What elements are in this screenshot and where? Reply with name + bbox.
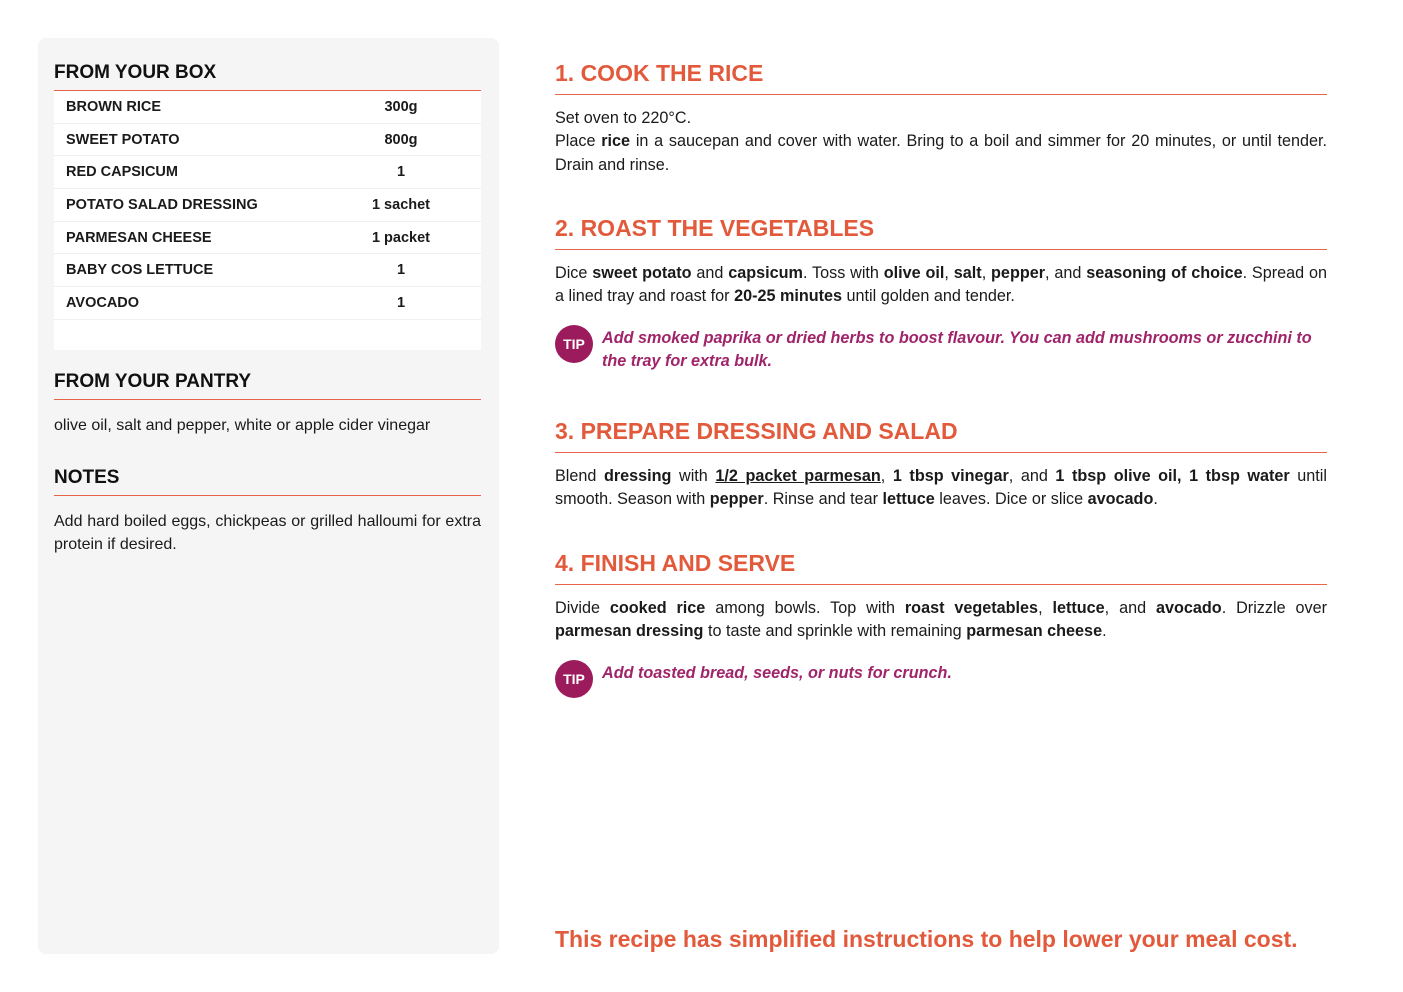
ingredient-row xyxy=(54,123,481,156)
ingredient-quantity: 1 xyxy=(321,156,481,189)
step-1-line-1: Set oven to 220°C. xyxy=(555,109,692,127)
ingredient-name: BROWN RICE xyxy=(54,91,321,123)
ingredient-name: SWEET POTATO xyxy=(54,123,321,156)
notes-heading: NOTES xyxy=(54,467,481,496)
step-4-title: 4. FINISH AND SERVE xyxy=(555,550,1327,585)
bold-text: salt xyxy=(953,264,982,282)
bold-text: 20-25 minutes xyxy=(734,287,843,306)
tip-badge-icon: TIP xyxy=(555,325,593,363)
ingredient-row xyxy=(54,254,481,287)
bold-text: seasoning of choice xyxy=(1086,264,1243,282)
from-your-pantry-heading: FROM YOUR PANTRY xyxy=(54,371,481,400)
step-4-tip xyxy=(555,660,1327,700)
text: . xyxy=(1102,622,1107,641)
ingredient-row xyxy=(54,91,481,123)
ingredient-name: BABY COS LETTUCE xyxy=(54,254,321,287)
ingredient-row xyxy=(54,156,481,189)
step-1-title: 1. COOK THE RICE xyxy=(555,60,1327,95)
step-2-tip-text: Add smoked paprika or dried herbs to boost flavour. You can add mushrooms or zucchini to the tray for extra bulk. xyxy=(602,328,1312,370)
pantry-text: olive oil, salt and pepper, white or apple cider vinegar xyxy=(54,417,431,434)
text: , and xyxy=(1045,264,1087,282)
ingredient-row xyxy=(54,287,481,320)
ingredient-quantity: 800g xyxy=(321,123,481,156)
text: , xyxy=(1038,599,1053,617)
step-4-body xyxy=(555,597,1327,644)
step-4 xyxy=(555,550,1327,700)
text: until smooth. Season with xyxy=(555,467,1327,509)
bold-text: avocado xyxy=(1156,599,1222,617)
text: with xyxy=(671,467,716,485)
step-2 xyxy=(555,215,1327,373)
text: Blend xyxy=(555,467,604,485)
text: . Spread on a lined tray and roast for xyxy=(555,264,1327,306)
from-your-pantry-section xyxy=(54,371,481,437)
step-3-title: 3. PREPARE DRESSING AND SALAD xyxy=(555,418,1327,453)
bold-text: dressing xyxy=(603,467,672,485)
bold-text: olive oil xyxy=(883,264,945,282)
text: among bowls. Top with xyxy=(705,599,905,617)
text: leaves. Dice or slice xyxy=(934,490,1088,509)
footer-note: This recipe has simplified instructions to help lower your meal cost. xyxy=(555,926,1298,952)
ingredient-quantity: 1 xyxy=(321,254,481,287)
step-1-body xyxy=(555,107,1327,177)
bold-text: avocado xyxy=(1087,490,1154,509)
bold-text: lettuce xyxy=(1052,599,1105,617)
bold-text: parmesan cheese xyxy=(966,622,1103,641)
text: until golden and tender. xyxy=(842,287,1015,306)
text: , and xyxy=(1104,599,1157,617)
bold-text: capsicum xyxy=(728,264,803,282)
ingredient-row xyxy=(54,189,481,222)
text: in a saucepan and cover with water. Bring to a boil and simmer for 20 minutes, or until tender. Drain and rinse. xyxy=(555,132,1327,174)
bold-text: cooked rice xyxy=(609,599,706,617)
step-2-body xyxy=(555,262,1327,309)
ingredient-name: PARMESAN CHEESE xyxy=(54,221,321,254)
text: , xyxy=(981,264,992,282)
text: . Toss with xyxy=(802,264,884,282)
step-4-tip-text: Add toasted bread, seeds, or nuts for crunch. xyxy=(602,663,952,682)
step-1 xyxy=(555,60,1327,177)
text: and xyxy=(691,264,729,282)
step-3 xyxy=(555,418,1327,512)
text: . Rinse and tear xyxy=(763,490,883,509)
bold-text: 1 tbsp vinegar xyxy=(892,467,1009,485)
ingredient-rice: rice xyxy=(601,132,631,151)
underlined-text: 1/2 packet parmesan xyxy=(715,467,881,485)
ingredient-quantity: 300g xyxy=(321,91,481,123)
bold-text: pepper xyxy=(709,490,764,509)
ingredient-quantity: 1 sachet xyxy=(321,189,481,222)
bold-text: pepper xyxy=(991,264,1046,282)
ingredients-table xyxy=(54,91,481,320)
bold-text: lettuce xyxy=(882,490,935,509)
from-your-box-section xyxy=(54,62,481,350)
step-3-body xyxy=(555,465,1327,512)
ingredient-quantity: 1 packet xyxy=(321,221,481,254)
bold-text: parmesan dressing xyxy=(555,622,704,641)
text: Place xyxy=(555,132,602,151)
bold-text: sweet potato xyxy=(592,264,692,282)
step-2-tip xyxy=(555,325,1327,374)
ingredients-panel xyxy=(38,38,499,954)
ingredient-row xyxy=(54,221,481,254)
ingredient-name: POTATO SALAD DRESSING xyxy=(54,189,321,222)
text: , xyxy=(880,467,893,485)
ingredient-name: RED CAPSICUM xyxy=(54,156,321,189)
ingredient-name: AVOCADO xyxy=(54,287,321,320)
text: , xyxy=(944,264,954,282)
text: Dice xyxy=(555,264,593,282)
text: to taste and sprinkle with remaining xyxy=(703,622,967,641)
ingredient-quantity: 1 xyxy=(321,287,481,320)
text: , and xyxy=(1008,467,1056,485)
notes-text: Add hard boiled eggs, chickpeas or grilled halloumi for extra protein if desired. xyxy=(54,513,481,553)
notes-section xyxy=(54,467,481,556)
text: . xyxy=(1153,490,1158,509)
bold-text: roast vegetables xyxy=(904,599,1039,617)
step-2-title: 2. ROAST THE VEGETABLES xyxy=(555,215,1327,250)
bold-text: 1 tbsp olive oil, 1 tbsp water xyxy=(1055,467,1290,485)
tip-badge-icon: TIP xyxy=(555,660,593,698)
text: . Drizzle over xyxy=(1221,599,1327,617)
from-your-box-heading: FROM YOUR BOX xyxy=(54,62,481,91)
ingredients-table-filler xyxy=(54,320,481,350)
text: Divide xyxy=(555,599,610,617)
